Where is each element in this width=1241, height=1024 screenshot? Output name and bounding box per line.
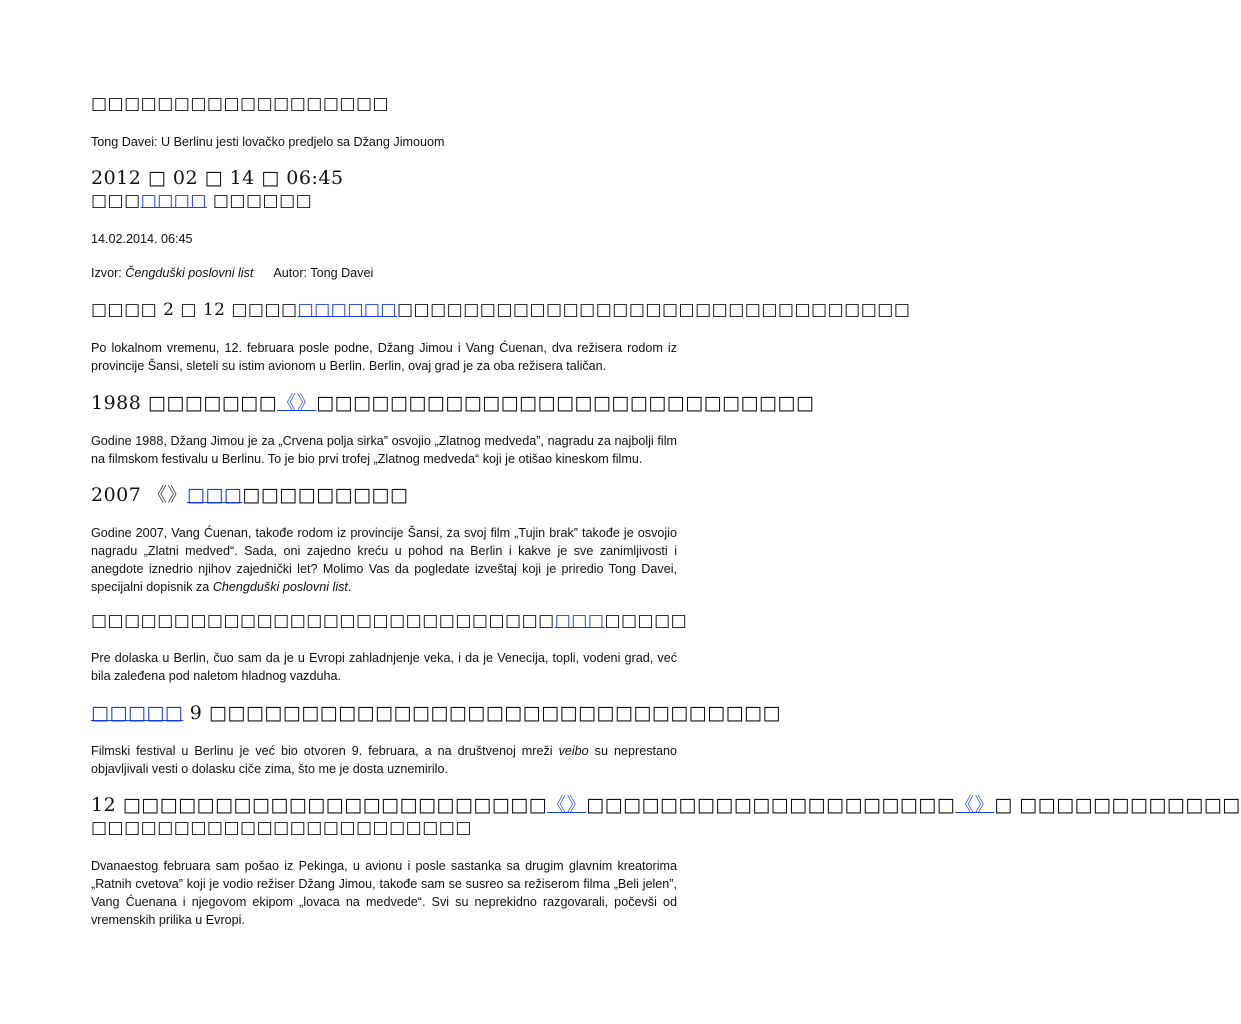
p6-zh-suffix: □ □□□□□□□□□□□□ xyxy=(994,794,1241,816)
p4-zh-suffix: □□□□□ xyxy=(604,611,688,631)
p6-zh-link-2[interactable]: 《》 xyxy=(955,794,995,816)
date-zh: 2012 □ 02 □ 14 □ 06:45 xyxy=(91,167,344,189)
p1-zh-suffix: □□□□□□□□□□□□□□□□□□□□□□□□□□□□□□□ xyxy=(397,300,911,320)
p5-zh-suffix: 9 □□□□□□□□□□□□□□□□□□□□□□□□□□□□□□□ xyxy=(183,702,781,724)
p3-zh-suffix: □□□□□□□□□ xyxy=(242,484,409,506)
author-value: Tong Davei xyxy=(310,266,374,280)
p3-sr-text: Godine 2007, Vang Ćuenan, takođe rodom iz provincije Šansi, za svoj film „Tujin brak” takođe je osvojio nagradu „Zlatni medved“. Sada, oni zajedno kreću u pohod na Berlin i kakve je sve zanimljivosti i anegdote iznedrio njihov zajednički let? Molimo Vas da pogledate izveštaj koji je priredio Tong Davei, specijalni dopisnik za xyxy=(91,526,677,594)
source-zh-prefix: □□□ xyxy=(91,191,141,211)
author-label: Autor: xyxy=(273,266,311,280)
article-heading-zh: □□□□□□□□□□□□□□□□□□ xyxy=(91,94,390,114)
p5-zh-link[interactable]: □□□□□ xyxy=(91,702,184,724)
paragraph-5-sr xyxy=(91,742,677,778)
p2-zh-prefix: 1988 □□□□□□□ xyxy=(91,392,278,414)
p6-zh-prefix: 12 □□□□□□□□□□□□□□□□□□□□□□□ xyxy=(91,794,548,816)
paragraph-2-zh xyxy=(91,390,815,416)
p1-zh-link-1[interactable]: □□□ xyxy=(297,300,348,320)
p5-sr-veibo: veibo xyxy=(558,744,589,758)
date-sr: 14.02.2014. 06:45 xyxy=(91,232,193,246)
p3-sr-publication: Chengduški poslovni list xyxy=(212,580,348,594)
p1-zh-prefix: □□□□ 2 □ 12 □□□□ xyxy=(91,300,298,320)
p3-sr-end: . xyxy=(347,580,352,594)
paragraph-6-zh-line-2: □□□□□□□□□□□□□□□□□□□□□□□ xyxy=(91,818,472,838)
paragraph-4-zh xyxy=(91,608,688,634)
p3-zh-prefix: 2007 《》 xyxy=(91,484,187,506)
source-label: Izvor: xyxy=(91,266,126,280)
source-zh-suffix: □□□□□□ xyxy=(206,191,313,211)
p4-zh-link[interactable]: □□□ xyxy=(554,611,605,631)
p6-zh-link-1[interactable]: 《》 xyxy=(547,794,587,816)
source-zh xyxy=(91,188,677,214)
paragraph-1-zh xyxy=(91,297,911,323)
p5-sr-text-a: Filmski festival u Berlinu je već bio otvoren 9. februara, a na društvenoj mreži xyxy=(91,744,559,758)
p2-zh-suffix: □□□□□□□□□□□□□□□□□□□□□□□□□□□ xyxy=(316,392,815,414)
p1-zh-link-2[interactable]: □□□ xyxy=(347,300,397,320)
p4-zh-prefix: □□□□□□□□□□□□□□□□□□□□□□□□□□□□ xyxy=(91,611,555,631)
p3-zh-link[interactable]: □□□ xyxy=(186,484,243,506)
paragraph-2-sr: Godine 1988, Džang Jimou je za „Crvena polja sirka” osvojio „Zlatnog medveda”, nagradu za najbolji film na filmskom festivalu u Berlinu. To je bio prvi trofej „Zlatnog medveda“ koji je otišao kineskom filmu. xyxy=(91,434,677,466)
paragraph-6-sr: Dvanaestog februara sam pošao iz Pekinga, u avionu i posle sastanka sa drugim glavnim kreatorima „Ratnih cvetova” koji je vodio režiser Džang Jimou, takođe sam se susreo sa režiserom filma „Beli jelen”, Vang Ćuenana i njegovom ekipom „lovaca na medvede“. Svi su neprekidno razgovarali, počevši od vremenskih prilika u Evropi. xyxy=(91,859,677,927)
source-zh-link[interactable]: □□□□ xyxy=(140,191,207,211)
source-value: Čengduški poslovni list xyxy=(125,266,254,280)
article-heading-sr: Tong Davei: U Berlinu jesti lovačko predjelo sa Džang Jimouom xyxy=(91,135,445,149)
source-author-line xyxy=(91,264,677,282)
p5-sr-text-b: su neprestano objavljivali vesti o dolasku ciče zima, što me je dosta uznemirilo. xyxy=(91,744,678,776)
paragraph-4-sr: Pre dolaska u Berlin, čuo sam da je u Evropi zahladnjenje veka, i da je Venecija, topli, vodeni grad, već bila zaleđena pod naletom hladnog vazduha. xyxy=(91,651,677,683)
paragraph-3-sr xyxy=(91,524,677,596)
paragraph-5-zh xyxy=(91,700,781,726)
p2-zh-link[interactable]: 《》 xyxy=(277,392,317,414)
p6-zh-middle: □□□□□□□□□□□□□□□□□□□□ xyxy=(586,794,956,816)
paragraph-3-zh xyxy=(91,482,677,508)
paragraph-1-sr: Po lokalnom vremenu, 12. februara posle podne, Džang Jimou i Vang Ćuenan, dva režisera rodom iz provincije Šansi, sleteli su istim avionom u Berlin. Berlin, ovaj grad je za oba režisera taličan. xyxy=(91,341,677,373)
